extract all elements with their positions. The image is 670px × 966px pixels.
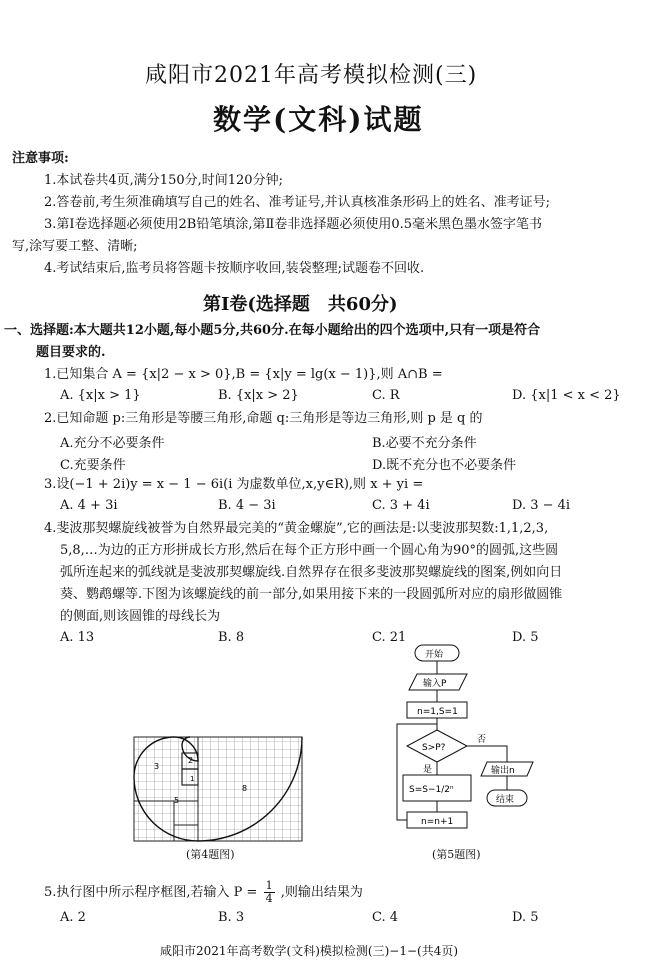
label-3: 3 (154, 762, 160, 771)
q4-option-b: B. 8 (218, 630, 245, 645)
section-intro-cont: 题目要求的. (36, 345, 106, 360)
flow-start: 开始 (425, 650, 444, 660)
q4-option-d: D. 5 (512, 630, 539, 645)
flow-end: 结束 (496, 795, 515, 805)
flow-condition: S>P? (422, 743, 446, 753)
q3-option-c: C. 3 + 4i (372, 498, 430, 513)
q1-option-c: C. R (372, 388, 400, 403)
q1-stem: 1.已知集合 A = {x|2 − x > 0},B = {x|y = lg(x − 1)},则 A∩B = (44, 367, 443, 382)
note-1: 1.本试卷共4页,满分150分,时间120分钟; (44, 173, 283, 188)
q4-line-2: 5,8,…为边的正方形拼成长方形,然后在每个正方形中画一个圆心角为90°的圆弧,这些圆 (60, 543, 559, 558)
q3-option-d: D. 3 − 4i (512, 498, 571, 513)
note-3: 3.第Ⅰ卷选择题必须使用2B铅笔填涂,第Ⅱ卷非选择题必须使用0.5毫米黑色墨水签字笔书 (44, 217, 543, 232)
flow-yes: 是 (423, 765, 433, 775)
note-3-cont: 写,涂写要工整、清晰; (12, 239, 138, 254)
q1-option-a: A. {x|x > 1} (60, 388, 141, 403)
flow-input: 输入P (423, 679, 447, 689)
flow-increment: n=n+1 (421, 817, 454, 827)
q2-stem: 2.已知命题 p:三角形是等腰三角形,命题 q:三角形是等边三角形,则 p 是 q 的 (44, 411, 483, 426)
section-title: 第Ⅰ卷(选择题 共60分) (203, 294, 398, 315)
q4-line-1: 4.斐波那契螺旋线被誉为自然界最完美的“黄金螺旋”,它的画法是:以斐波那契数:1,1,2,3, (44, 521, 549, 536)
flow-output: 输出n (491, 766, 515, 776)
q4-line-5: 的侧面,则该圆锥的母线长为 (60, 609, 221, 624)
q5-option-a: A. 2 (60, 910, 86, 925)
q5-option-b: B. 3 (218, 910, 245, 925)
fig4-caption: (第4题图) (186, 848, 235, 861)
q4-line-3: 弧所连起来的弧线就是斐波那契螺旋线.自然界存在很多斐波那契螺旋线的图案,例如向日 (60, 565, 563, 580)
q1-option-b: B. {x|x > 2} (218, 388, 299, 403)
notes-heading: 注意事项: (12, 151, 69, 166)
note-4: 4.考试结束后,监考员将答题卡按顺序收回,装袋整理;试题卷不回收. (44, 261, 425, 276)
flow-update: S=S−1/2ⁿ (409, 785, 454, 795)
q5-fraction (264, 880, 275, 905)
flow-no: 否 (477, 735, 487, 745)
fig5-caption: (第5题图) (432, 848, 481, 861)
q5-option-d: D. 5 (512, 910, 539, 925)
fibonacci-spiral-figure (130, 733, 340, 848)
q4-line-4: 葵、鹦鹉螺等.下图为该螺旋线的前一部分,如果用接下来的一段圆弧所对应的扇形做圆锥 (60, 587, 563, 602)
q5-option-c: C. 4 (372, 910, 399, 925)
q4-option-a: A. 13 (60, 630, 95, 645)
q3-stem: 3.设(−1 + 2i)y = x − 1 − 6i(i 为虚数单位,x,y∈R),则 x + yi = (44, 477, 424, 492)
q5-denominator: 4 (265, 892, 273, 905)
q1-option-d: D. {x|1 < x < 2} (512, 388, 621, 403)
section-intro: 一、选择题:本大题共12小题,每小题5分,共60分.在每小题给出的四个选项中,只有一项是符合 (4, 323, 541, 338)
q5-numerator: 1 (265, 879, 273, 892)
q4-option-c: C. 21 (372, 630, 407, 645)
label-8: 8 (242, 784, 248, 793)
q3-option-b: B. 4 − 3i (218, 498, 276, 513)
label-2: 2 (188, 756, 194, 765)
label-1: 1 (190, 775, 195, 783)
note-2: 2.答卷前,考生须准确填写自己的姓名、准考证号,并认真核准条形码上的姓名、准考证号; (44, 195, 551, 210)
q2-option-b: B.必要不充分条件 (372, 436, 477, 451)
flowchart-figure (395, 642, 545, 842)
flow-init: n=1,S=1 (417, 707, 458, 717)
label-5: 5 (174, 796, 180, 805)
q5-stem: 5.执行图中所示程序框图,若输入 P = $\frac{1}{4}$ ,则输出结果为 (44, 879, 363, 905)
q3-option-a: A. 4 + 3i (60, 498, 118, 513)
q2-option-d: D.既不充分也不必要条件 (372, 458, 517, 473)
exam-title: 咸阳市2021年高考模拟检测(三) (145, 63, 478, 88)
exam-subtitle: 数学(文科)试题 (213, 103, 424, 136)
page-footer: 咸阳市2021年高考数学(文科)模拟检测(三)−1−(共4页) (160, 944, 459, 958)
q2-option-a: A.充分不必要条件 (60, 436, 165, 451)
q2-option-c: C.充要条件 (60, 458, 126, 473)
